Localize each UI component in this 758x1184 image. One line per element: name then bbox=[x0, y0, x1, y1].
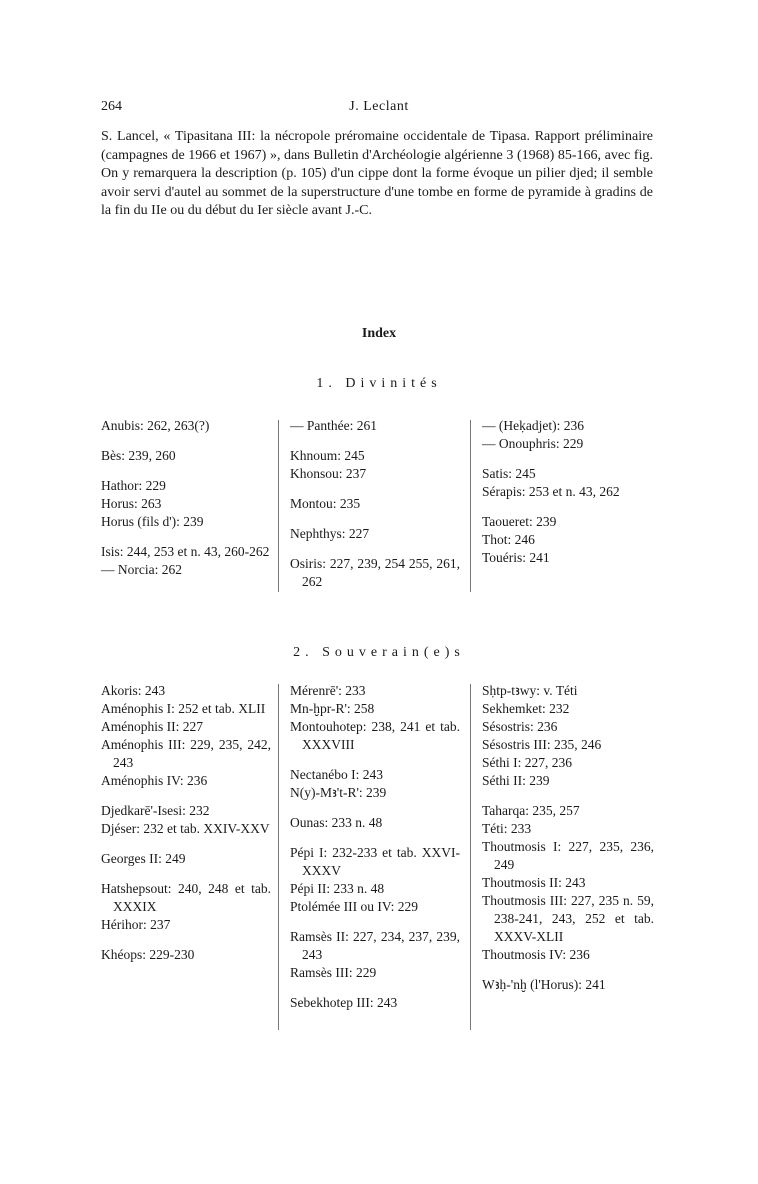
index-entry: Thoutmosis II: 243 bbox=[482, 875, 586, 890]
index-entry: Séthi II: 239 bbox=[482, 773, 550, 788]
entry-spacer bbox=[290, 982, 460, 994]
index-entry: Séthi I: 227, 236 bbox=[482, 755, 572, 770]
column-divider bbox=[278, 420, 279, 592]
index-entry: Thoutmosis I: 227, 235, 236, 249 bbox=[482, 839, 654, 872]
entry-spacer bbox=[101, 838, 271, 850]
entry-spacer bbox=[482, 453, 654, 465]
section-title-souverains: 2. Souverain(e)s bbox=[293, 645, 465, 660]
index-entry: Aménophis II: 227 bbox=[101, 719, 203, 734]
index-entry: Khonsou: 237 bbox=[290, 466, 367, 481]
index-entry: Sḥtp-tꜣwy: v. Téti bbox=[482, 683, 578, 698]
souverains-column-1 bbox=[101, 682, 271, 964]
index-entry: Pépi I: 232-233 et tab. XXVI-XXXV bbox=[290, 845, 460, 878]
entry-spacer bbox=[290, 802, 460, 814]
entry-spacer bbox=[290, 513, 460, 525]
index-entry: Georges II: 249 bbox=[101, 851, 186, 866]
entry-spacer bbox=[101, 465, 271, 477]
index-entry: Hérihor: 237 bbox=[101, 917, 171, 932]
index-entry: Téti: 233 bbox=[482, 821, 532, 836]
entry-spacer bbox=[482, 964, 654, 976]
divinites-column-3 bbox=[482, 417, 654, 567]
entry-spacer bbox=[101, 790, 271, 802]
index-entry: Anubis: 262, 263(?) bbox=[101, 418, 210, 433]
index-entry: Hatshepsout: 240, 248 et tab. XXXIX bbox=[101, 881, 271, 914]
index-entry: Pépi II: 233 n. 48 bbox=[290, 881, 385, 896]
section-title-divinites: 1. Divinités bbox=[316, 376, 442, 391]
index-entry: Nephthys: 227 bbox=[290, 526, 370, 541]
divinites-column-2 bbox=[290, 417, 460, 591]
index-entry: Isis: 244, 253 et n. 43, 260-262 bbox=[101, 544, 270, 559]
page-number: 264 bbox=[101, 99, 122, 114]
index-entry: — (Heḳadjet): 236 bbox=[482, 418, 584, 433]
index-entry: Taharqa: 235, 257 bbox=[482, 803, 580, 818]
entry-spacer bbox=[482, 790, 654, 802]
index-entry: N(y)-Mꜣ't-R': 239 bbox=[290, 785, 387, 800]
index-entry: Horus: 263 bbox=[101, 496, 162, 511]
entry-spacer bbox=[290, 435, 460, 447]
column-divider bbox=[470, 684, 471, 1030]
entry-spacer bbox=[482, 501, 654, 513]
entry-spacer bbox=[290, 543, 460, 555]
running-header-author: J. Leclant bbox=[349, 99, 409, 114]
index-entry: Ptolémée III ou IV: 229 bbox=[290, 899, 418, 914]
index-entry: Aménophis I: 252 et tab. XLII bbox=[101, 701, 266, 716]
index-entry: Sérapis: 253 et n. 43, 262 bbox=[482, 484, 620, 499]
index-entry: Ounas: 233 n. 48 bbox=[290, 815, 383, 830]
entry-spacer bbox=[101, 531, 271, 543]
column-divider bbox=[470, 420, 471, 592]
index-entry: Touéris: 241 bbox=[482, 550, 550, 565]
index-entry: Horus (fils d'): 239 bbox=[101, 514, 204, 529]
index-entry: Taoueret: 239 bbox=[482, 514, 557, 529]
column-divider bbox=[278, 684, 279, 1030]
index-entry: Akoris: 243 bbox=[101, 683, 166, 698]
index-entry: Thoutmosis IV: 236 bbox=[482, 947, 590, 962]
index-entry: Djéser: 232 et tab. XXIV-XXV bbox=[101, 821, 270, 836]
index-entry: — Panthée: 261 bbox=[290, 418, 377, 433]
index-entry: Ramsès III: 229 bbox=[290, 965, 377, 980]
index-entry: Wꜣḥ-'nḫ (l'Horus): 241 bbox=[482, 977, 606, 992]
index-entry: Mn-ḫpr-R': 258 bbox=[290, 701, 375, 716]
index-entry: Khnoum: 245 bbox=[290, 448, 365, 463]
index-entry: — Norcia: 262 bbox=[101, 562, 182, 577]
index-entry: Mérenrē': 233 bbox=[290, 683, 366, 698]
index-title: Index bbox=[361, 326, 397, 341]
index-entry: Montou: 235 bbox=[290, 496, 361, 511]
index-entry: Thoutmosis III: 227, 235 n. 59, 238-241, 243, 252 et tab. XXXV-XLII bbox=[482, 893, 654, 944]
entry-spacer bbox=[101, 868, 271, 880]
index-entry: Osiris: 227, 239, 254 255, 261, 262 bbox=[290, 556, 460, 589]
index-entry: Thot: 246 bbox=[482, 532, 535, 547]
intro-text: S. Lancel, « Tipasitana III: la nécropole préromaine occidentale de Tipasa. Rapport préliminaire (campagnes de 1966 et 1967) », dans Bulletin d'Archéologie algérienne 3 (1968) 85-166, avec fig. On y remarquera la description (p. 105) d'un cippe dont la forme évoque un pilier djed; il semble avoir servi d'autel au sommet de la superstructure d'une tombe en forme de pyramide à gradins de la fin du IIe ou du début du Ier siècle avant J.-C. bbox=[101, 129, 653, 219]
souverains-column-3 bbox=[482, 682, 654, 994]
intro-paragraph bbox=[101, 128, 653, 221]
index-entry: — Onouphris: 229 bbox=[482, 436, 584, 451]
index-entry: Djedkarē'-Isesi: 232 bbox=[101, 803, 210, 818]
entry-spacer bbox=[101, 934, 271, 946]
souverains-column-2 bbox=[290, 682, 460, 1012]
entry-spacer bbox=[290, 483, 460, 495]
index-entry: Sésostris: 236 bbox=[482, 719, 558, 734]
entry-spacer bbox=[101, 435, 271, 447]
entry-spacer bbox=[290, 916, 460, 928]
index-entry: Ramsès II: 227, 234, 237, 239, 243 bbox=[290, 929, 460, 962]
index-entry: Sésostris III: 235, 246 bbox=[482, 737, 602, 752]
index-entry: Sekhemket: 232 bbox=[482, 701, 570, 716]
index-entry: Satis: 245 bbox=[482, 466, 536, 481]
entry-spacer bbox=[290, 832, 460, 844]
index-entry: Bès: 239, 260 bbox=[101, 448, 176, 463]
index-entry: Aménophis IV: 236 bbox=[101, 773, 208, 788]
index-entry: Montouhotep: 238, 241 et tab. XXXVIII bbox=[290, 719, 460, 752]
index-entry: Sebekhotep III: 243 bbox=[290, 995, 398, 1010]
index-entry: Hathor: 229 bbox=[101, 478, 166, 493]
index-entry: Khéops: 229-230 bbox=[101, 947, 195, 962]
entry-spacer bbox=[290, 754, 460, 766]
index-entry: Nectanébo I: 243 bbox=[290, 767, 383, 782]
divinites-column-1 bbox=[101, 417, 271, 579]
index-entry: Aménophis III: 229, 235, 242, 243 bbox=[101, 737, 271, 770]
